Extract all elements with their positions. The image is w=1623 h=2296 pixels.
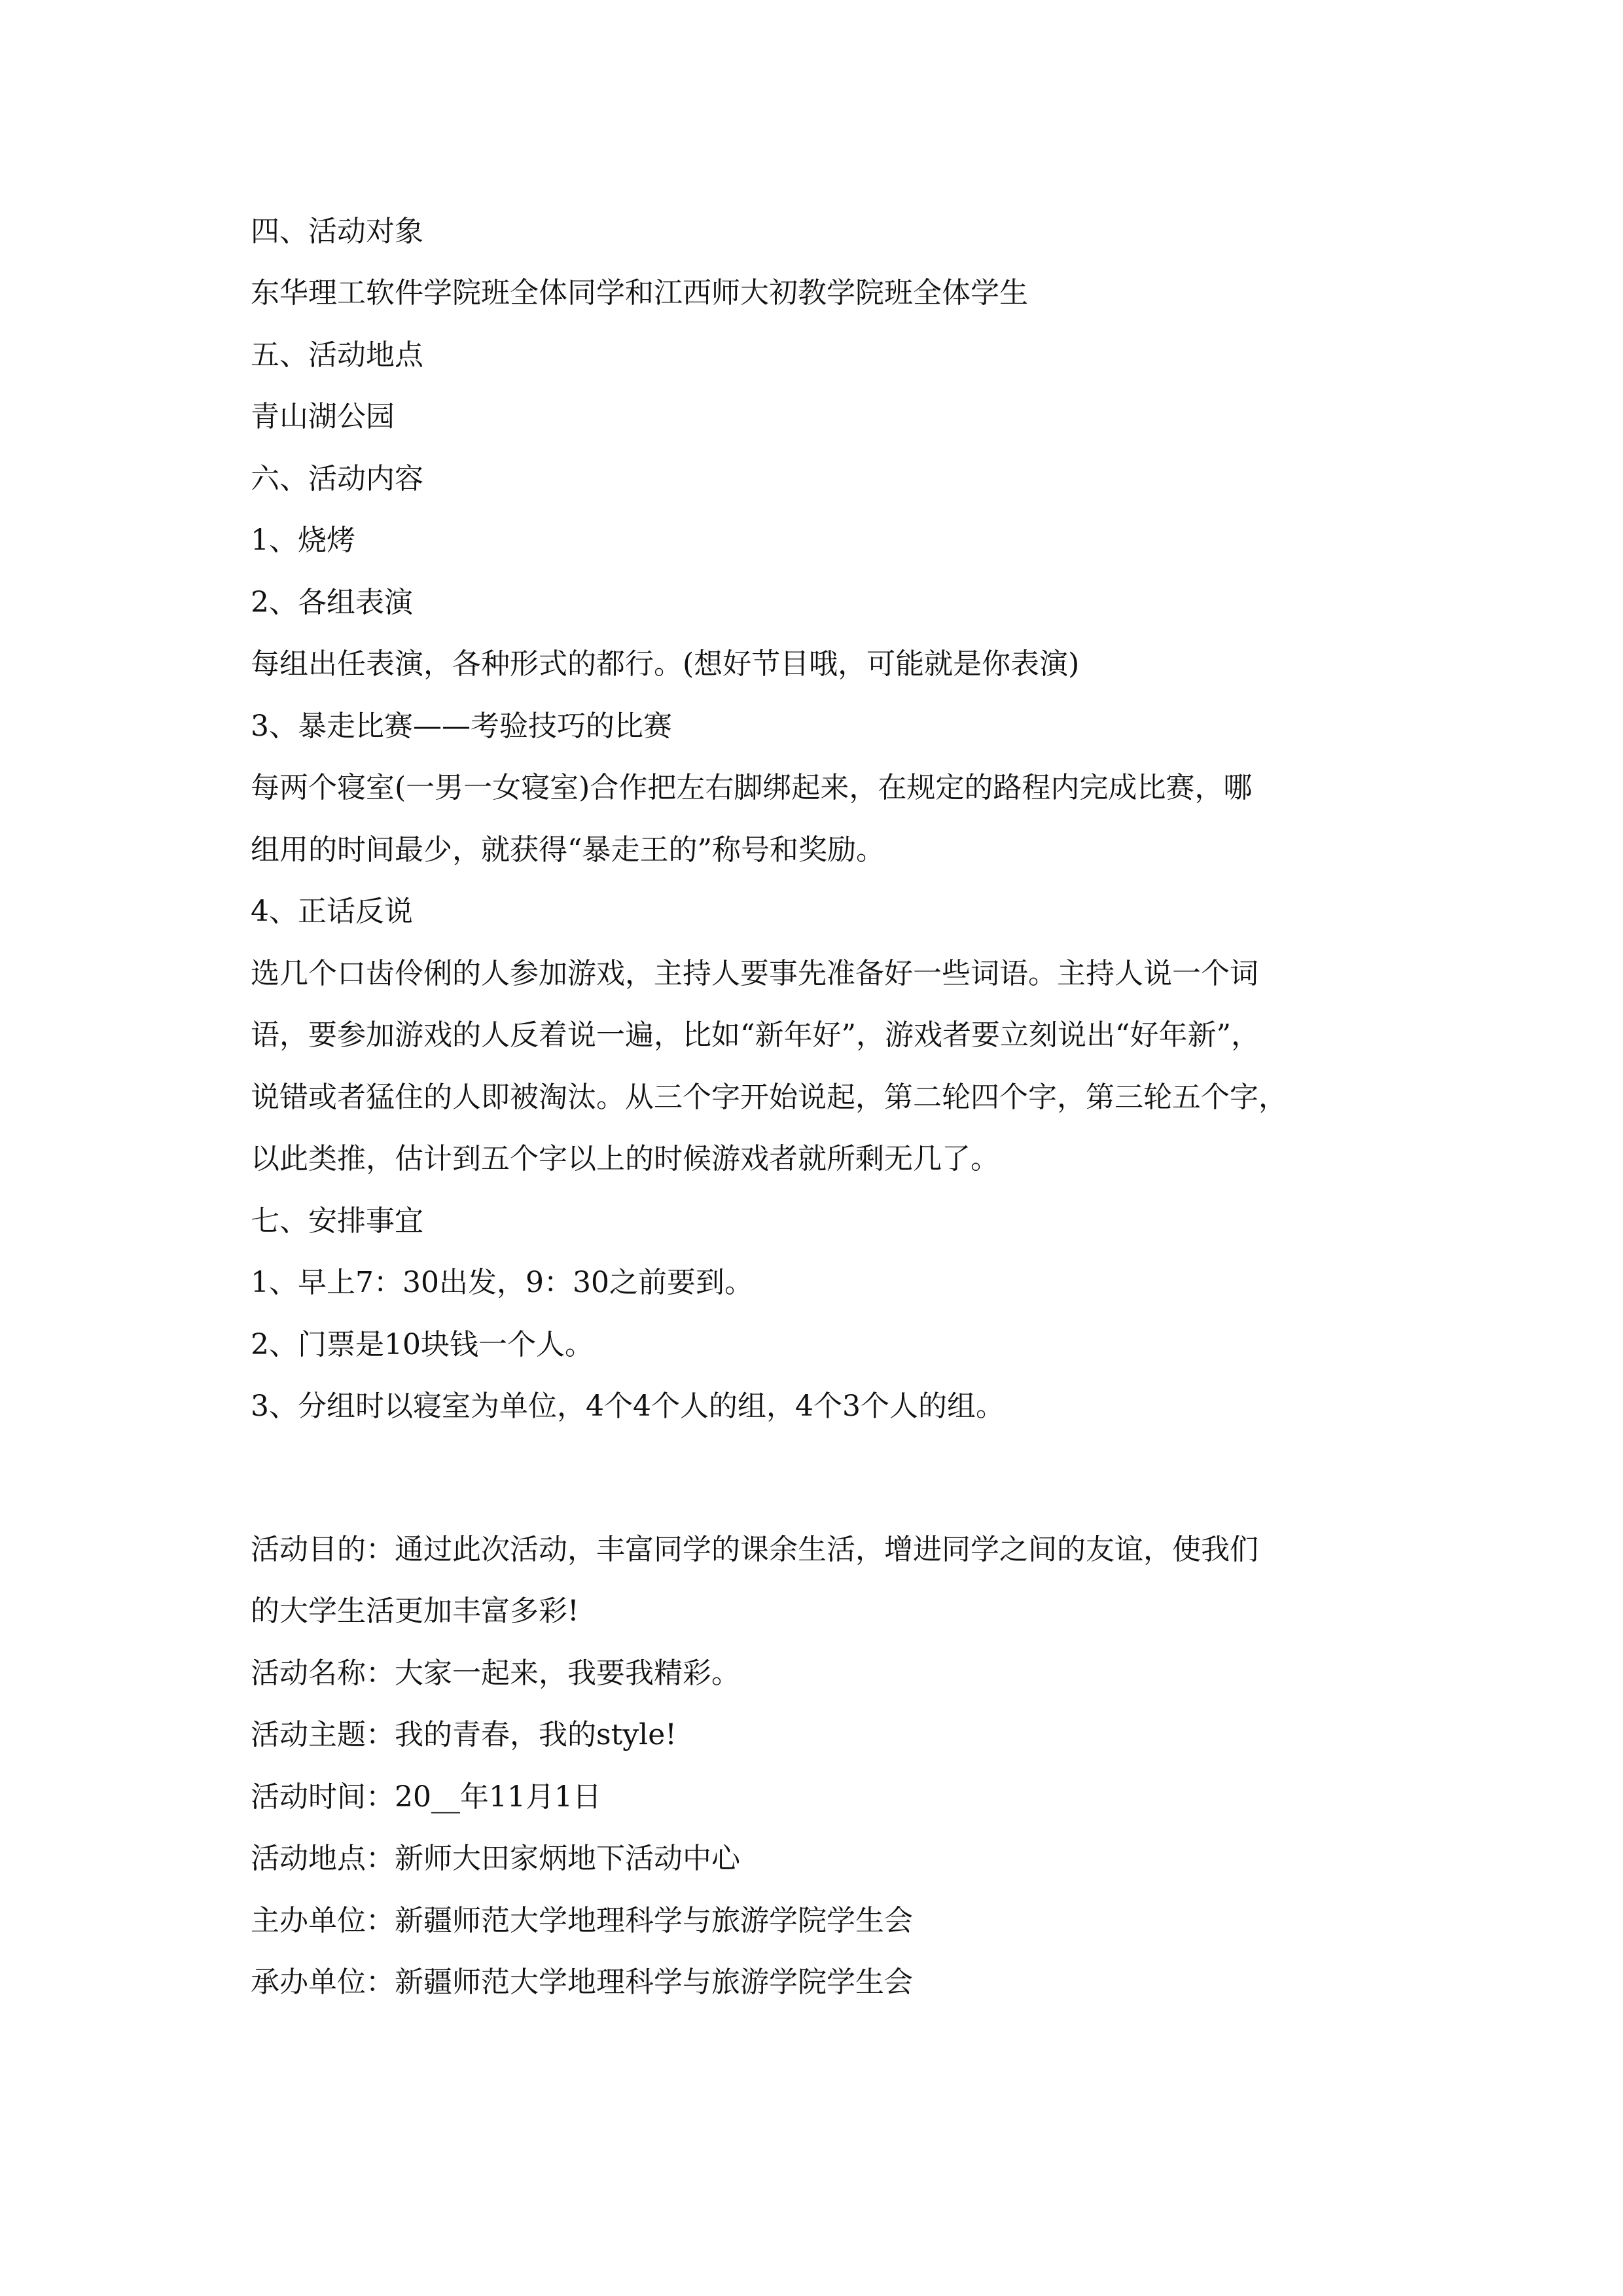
list-item-race: 3、暴走比赛——考验技巧的比赛: [251, 709, 672, 743]
field-activity-theme: 活动主题：我的青春，我的style!: [251, 1718, 677, 1751]
list-item-ticket-price: 2、门票是10块钱一个人。: [251, 1328, 594, 1361]
paragraph-activity-purpose-line-1: 活动目的：通过此次活动，丰富同学的课余生活，增进同学之间的友谊，使我们: [251, 1533, 1258, 1566]
paragraph-race-detail-line-1: 每两个寝室(一男一女寝室)合作把左右脚绑起来，在规定的路程内完成比赛，哪: [251, 771, 1253, 804]
paragraph-reverse-detail-line-1: 选几个口齿伶俐的人参加游戏，主持人要事先准备好一些词语。主持人说一个词: [251, 957, 1258, 990]
paragraph-reverse-detail-line-3: 说错或者猛住的人即被淘汰。从三个字开始说起，第二轮四个字，第三轮五个字，: [251, 1081, 1287, 1114]
section-heading-arrangements: 七、安排事宜: [251, 1204, 423, 1238]
field-activity-name: 活动名称：大家一起来，我要我精彩。: [251, 1657, 740, 1690]
list-item-reverse-speaking: 4、正话反说: [251, 895, 413, 928]
paragraph-activity-purpose-line-2: 的大学生活更加丰富多彩!: [251, 1594, 579, 1628]
field-activity-time: 活动时间：20__年11月1日: [251, 1780, 601, 1814]
paragraph-race-detail-line-2: 组用的时间最少，就获得“暴走王的”称号和奖励。: [251, 833, 885, 867]
section-heading-activity-content: 六、活动内容: [251, 462, 423, 495]
field-organizer: 主办单位：新疆师范大学地理科学与旅游学院学生会: [251, 1904, 913, 1937]
list-item-departure-time: 1、早上7：30出发，9：30之前要到。: [251, 1266, 753, 1299]
list-item-barbecue: 1、烧烤: [251, 524, 355, 557]
paragraph-activity-target: 东华理工软件学院班全体同学和江西师大初教学院班全体学生: [251, 276, 1028, 310]
paragraph-reverse-detail-line-2: 语，要参加游戏的人反着说一遍，比如“新年好”，游戏者要立刻说出“好年新”，: [251, 1018, 1260, 1052]
paragraph-performance-detail: 每组出任表演，各种形式的都行。(想好节目哦，可能就是你表演): [251, 647, 1080, 681]
paragraph-activity-location: 青山湖公园: [251, 400, 395, 433]
field-co-organizer: 承办单位：新疆师范大学地理科学与旅游学院学生会: [251, 1965, 913, 1999]
section-heading-activity-location: 五、活动地点: [251, 338, 423, 372]
paragraph-reverse-detail-line-4: 以此类推，估计到五个字以上的时候游戏者就所剩无几了。: [251, 1142, 999, 1175]
field-activity-venue: 活动地点：新师大田家炳地下活动中心: [251, 1842, 740, 1875]
list-item-grouping: 3、分组时以寝室为单位，4个4个人的组，4个3个人的组。: [251, 1390, 1005, 1423]
list-item-group-performance: 2、各组表演: [251, 586, 413, 619]
section-heading-activity-target: 四、活动对象: [251, 215, 423, 248]
